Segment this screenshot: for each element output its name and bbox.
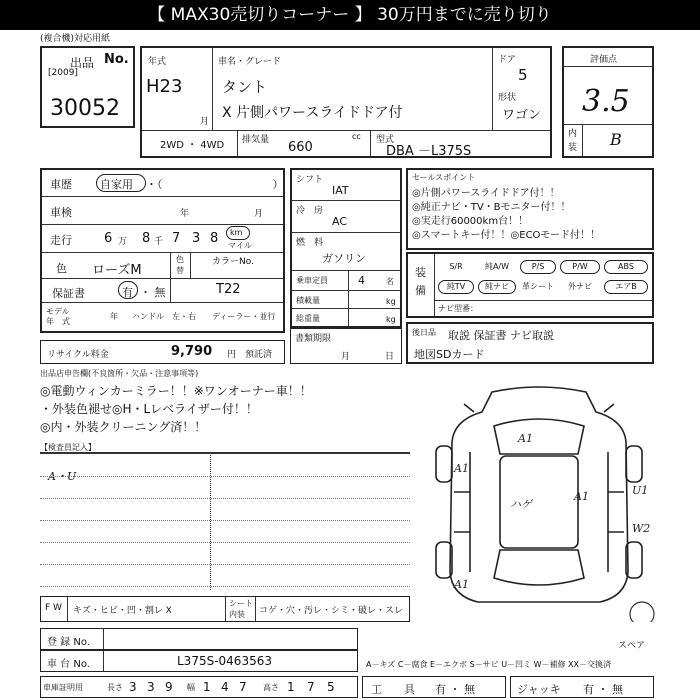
recycle-unit: 円 bbox=[227, 350, 237, 360]
equip-alloy-wheel: 純A/W bbox=[484, 262, 510, 271]
interior-label-1: 内 bbox=[568, 129, 578, 139]
doc-deadline-day: 日 bbox=[385, 352, 395, 362]
fuel-label: 燃 料 bbox=[296, 238, 324, 248]
equip-ps: P/S bbox=[520, 260, 556, 274]
equip-tv: 純TV bbox=[438, 280, 474, 294]
sales-point-4: ◎スマートキー付！！◎ECOモード付！！ bbox=[412, 230, 601, 241]
warranty-yes: 有 bbox=[122, 286, 133, 299]
seats-value: 4 bbox=[358, 274, 365, 287]
reg-no-label: 登 録 No. bbox=[47, 637, 90, 648]
sales-point-3: ◎実走行60000km台！！ bbox=[412, 216, 529, 227]
equip-navi: 純ナビ bbox=[478, 280, 516, 294]
disp-value: 660 bbox=[288, 140, 313, 155]
fw-label: F W bbox=[45, 603, 62, 613]
shaken-year-unit: 年 bbox=[180, 209, 190, 219]
mileage-d1: 8 bbox=[142, 231, 151, 246]
seats-unit: 名 bbox=[386, 277, 394, 286]
inspection-note: A・U bbox=[48, 470, 77, 483]
shaken-month-unit: 月 bbox=[254, 209, 264, 219]
doc-deadline-label: 書類期限 bbox=[295, 334, 332, 344]
interior-score: B bbox=[610, 130, 622, 149]
lot-no-label: No. bbox=[104, 52, 129, 67]
mileage-man-unit: 万 bbox=[118, 237, 128, 247]
mileage-d4: 8 bbox=[210, 231, 219, 246]
doc-deadline-month: 月 bbox=[341, 352, 351, 362]
equipment-label-1: 装 bbox=[415, 266, 426, 279]
height-d3: 5 bbox=[327, 680, 335, 694]
color-change-2: 替 bbox=[176, 266, 184, 275]
mileage-d2: 7 bbox=[172, 231, 181, 246]
length-d2: 3 bbox=[147, 680, 155, 694]
fw-row bbox=[40, 596, 410, 622]
model-label: 型式 bbox=[376, 135, 395, 145]
lot-venue: 出品 bbox=[70, 56, 95, 70]
score-box bbox=[562, 46, 654, 158]
height-d2: 7 bbox=[307, 680, 315, 694]
inspection-area bbox=[40, 442, 410, 592]
seat-label-2: 内装 bbox=[229, 610, 245, 619]
equipment-box bbox=[406, 252, 654, 318]
year-month-unit: 月 bbox=[200, 117, 210, 127]
body-value: ワゴン bbox=[502, 108, 542, 123]
load-label: 積載量 bbox=[296, 296, 320, 305]
warranty-no: ・ 無 bbox=[140, 286, 166, 299]
score-label: 評価点 bbox=[590, 55, 618, 65]
color-label: 色 bbox=[56, 262, 67, 275]
aftermarket-label: 後日品 bbox=[412, 328, 436, 337]
lot-box bbox=[40, 46, 135, 128]
navi-model-label: ナビ型番： bbox=[438, 304, 478, 313]
length-label: 長さ bbox=[107, 683, 123, 692]
mileage-man: 6 bbox=[104, 231, 113, 246]
mileage-label: 走行 bbox=[50, 234, 72, 247]
name-label: 車名・グレード bbox=[218, 57, 282, 67]
doors-label: ドア bbox=[498, 55, 516, 65]
recycle-value: 9,790 bbox=[171, 344, 213, 359]
aftermarket-line-1: 取説 保証書 ナビ取説 bbox=[448, 329, 554, 342]
seat-label-1: シート bbox=[229, 599, 253, 608]
model-year-unit: 年 bbox=[110, 312, 118, 321]
damage-legend: A－キズ C－腐食 E－エクボ S－サビ U－凹ミ W－補修 XX－交換済 bbox=[366, 660, 612, 669]
exhibitor-note-1: ◎電動ウィンカーミラー！！※ワンオーナー車！！ bbox=[40, 384, 312, 398]
shift-label: シフト bbox=[296, 175, 324, 185]
jack-value: 有 ・ 無 bbox=[583, 683, 623, 696]
year-value: H23 bbox=[146, 76, 183, 97]
color-no-label: カラーNo. bbox=[212, 257, 254, 267]
doc-deadline-box bbox=[290, 328, 402, 364]
doors-value: 5 bbox=[518, 66, 528, 84]
model-value: DBA －L375S bbox=[386, 144, 472, 159]
weight-kg: kg bbox=[386, 315, 396, 324]
mark-left-front: A1 bbox=[454, 462, 469, 475]
width-label: 幅 bbox=[187, 683, 195, 692]
mark-right-edge-w: W2 bbox=[632, 522, 651, 535]
cc-unit: cc bbox=[352, 132, 361, 141]
car-name: タント bbox=[222, 78, 268, 96]
chassis-value: L375S-0463563 bbox=[177, 654, 272, 668]
exhibitor-note-2: ・外装色褪せ◎H・Lレベライザー付！！ bbox=[40, 402, 258, 416]
car-info-box bbox=[140, 46, 552, 158]
ac-value: AC bbox=[332, 215, 348, 228]
spare-label: スペア bbox=[618, 641, 646, 651]
mark-front: A1 bbox=[518, 432, 533, 445]
weight-label: 総重量 bbox=[296, 314, 320, 323]
width-d1: 1 bbox=[203, 680, 211, 694]
mark-left-rear: A1 bbox=[454, 578, 469, 591]
jack-label: ジャッキ bbox=[517, 683, 561, 696]
banner: 【 MAX30売切りコーナー 】 30万円までに売り切り bbox=[0, 0, 700, 30]
width-d2: 4 bbox=[221, 680, 229, 694]
jack-box bbox=[510, 676, 654, 698]
model-year-label-1: モデル bbox=[46, 307, 70, 316]
handle-position: ハンドル 左・右 bbox=[132, 312, 196, 321]
chassis-row bbox=[40, 650, 358, 672]
seats-label: 乗車定員 bbox=[296, 276, 328, 285]
equip-pw: P/W bbox=[560, 260, 600, 274]
rireki-rest: ・（ ） bbox=[146, 178, 284, 191]
height-label: 高さ bbox=[263, 683, 279, 692]
equip-leather: 革シート bbox=[522, 282, 554, 291]
length-d1: 3 bbox=[129, 680, 137, 694]
tools-label: 工 具 bbox=[371, 683, 415, 696]
model-year-label-2: 年 式 bbox=[46, 317, 70, 326]
car-damage-diagram bbox=[414, 382, 664, 622]
lot-number: 30052 bbox=[50, 96, 120, 121]
chassis-label: 車 台 No. bbox=[47, 659, 90, 670]
recycle-box bbox=[40, 340, 285, 364]
mileage-sen-unit: 千 bbox=[154, 237, 164, 247]
equip-abs: ABS bbox=[604, 260, 648, 274]
rireki-value: 自家用 bbox=[100, 178, 133, 191]
drive-type: 2WD ・ 4WD bbox=[160, 140, 225, 151]
sales-point-1: ◎片側パワースライドドア付！！ bbox=[412, 188, 560, 199]
lot-sub: [2009] bbox=[48, 68, 78, 78]
exhibitor-note-3: ◎内・外装クリーニング済！！ bbox=[40, 420, 207, 434]
color-change-1: 色 bbox=[176, 255, 184, 264]
color-value: ローズM bbox=[92, 263, 142, 278]
spec-box bbox=[290, 168, 402, 328]
load-kg: kg bbox=[386, 297, 396, 306]
aftermarket-box bbox=[406, 322, 654, 364]
mileage-km: km bbox=[230, 228, 243, 237]
sales-points-label: セールスポイント bbox=[412, 173, 476, 182]
exhibitor-notes bbox=[40, 368, 410, 438]
color-no-value: T22 bbox=[216, 282, 241, 297]
car-grade: X 片側パワースライドドア付 bbox=[222, 105, 403, 121]
width-d3: 7 bbox=[239, 680, 247, 694]
sales-point-2: ◎純正ナビ・TV・Bモニター付！！ bbox=[412, 202, 571, 213]
mileage-d3: 3 bbox=[192, 231, 201, 246]
garage-cert-row bbox=[40, 676, 358, 698]
history-box bbox=[40, 168, 285, 333]
fuel-value: ガソリン bbox=[322, 252, 366, 265]
length-d3: 9 bbox=[165, 680, 173, 694]
equip-sr: S/R bbox=[449, 262, 463, 271]
dealer-import: ディーラー・並行 bbox=[212, 312, 276, 321]
inspection-label: 【検査員記入】 bbox=[40, 443, 96, 452]
aftermarket-line-2: 地図SDカード bbox=[414, 348, 485, 361]
ac-label: 冷 房 bbox=[296, 206, 324, 216]
sales-points-box bbox=[406, 168, 654, 250]
recycle-note: 預託済 bbox=[245, 350, 273, 360]
reg-no-row bbox=[40, 628, 358, 650]
shift-value: IAT bbox=[332, 184, 349, 197]
tools-value: 有 ・ 無 bbox=[435, 683, 475, 696]
garage-cert-label: 車庫証明用 bbox=[43, 683, 83, 692]
mark-right-side: A1 bbox=[574, 490, 589, 503]
tools-box bbox=[362, 676, 506, 698]
warranty-label: 保証書 bbox=[52, 287, 85, 300]
mark-roof: ハゲ bbox=[510, 498, 532, 511]
score-value: 3.5 bbox=[582, 84, 630, 119]
equip-airbag: エアB bbox=[604, 280, 648, 294]
equipment-label-2: 備 bbox=[415, 284, 426, 297]
header-note: (複合機)対応用紙 bbox=[40, 34, 111, 44]
disp-label: 排気量 bbox=[242, 135, 270, 145]
seat-text: コゲ・穴・汚レ・シミ・破レ・スレ bbox=[259, 606, 404, 616]
exhibitor-notes-label: 出品店申告欄(不良箇所・欠品・注意事項等) bbox=[40, 369, 199, 378]
mileage-mile: マイル bbox=[228, 241, 252, 250]
fw-text: キズ・ヒビ・凹・割レ X bbox=[73, 606, 172, 616]
mark-right-edge-u: U1 bbox=[632, 484, 649, 497]
rireki-label: 車歴 bbox=[50, 178, 72, 191]
height-d1: 1 bbox=[287, 680, 295, 694]
equip-ext-navi: 外ナビ bbox=[568, 282, 592, 291]
year-label: 年式 bbox=[148, 57, 167, 67]
body-label: 形状 bbox=[498, 93, 517, 103]
shaken-label: 車検 bbox=[50, 206, 72, 219]
interior-label-2: 装 bbox=[568, 143, 578, 153]
recycle-label: リサイクル料金 bbox=[47, 350, 109, 360]
